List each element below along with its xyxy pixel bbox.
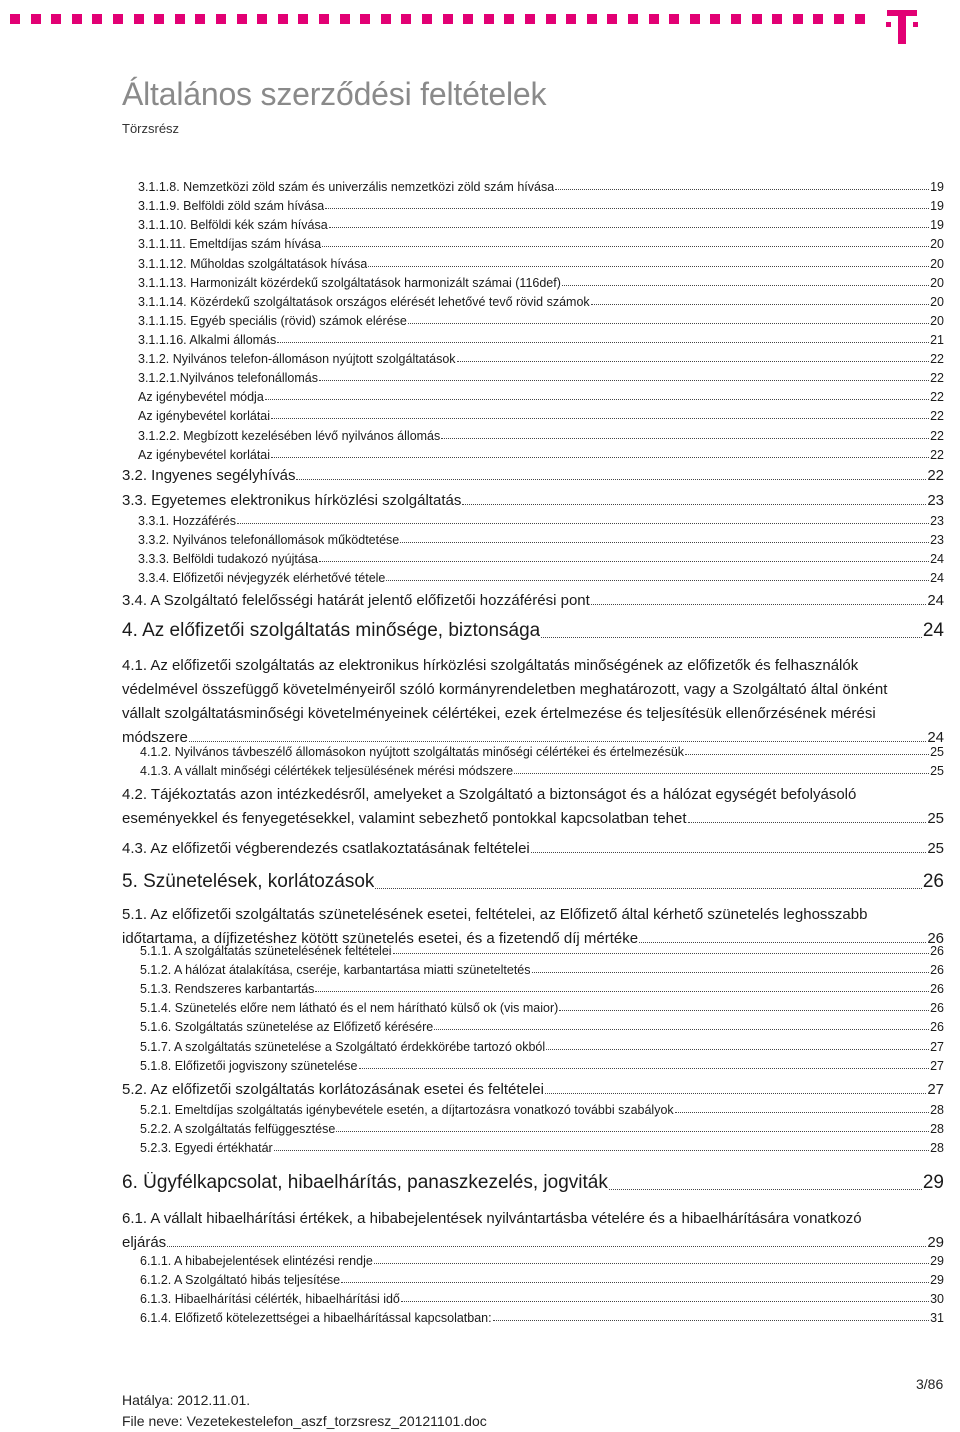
toc-leader-dots (401, 1300, 929, 1302)
toc-entry[interactable] (122, 1081, 944, 1098)
toc-entry[interactable] (138, 533, 944, 547)
toc-entry[interactable] (138, 571, 944, 585)
toc-page-number: 25 (927, 840, 944, 857)
toc-page-number: 29 (927, 1234, 944, 1251)
toc-page-number: 22 (930, 371, 944, 385)
toc-leader-dots (237, 522, 929, 524)
toc-leader-dots (688, 821, 927, 823)
toc-entry-label: 5.1.7. A szolgáltatás szünetelése a Szolgáltató érdekkörébe tartozó okból (140, 1040, 546, 1054)
toc-leader-dots (322, 245, 929, 247)
toc-entry[interactable] (122, 871, 944, 893)
toc-leader-dots (400, 541, 929, 543)
toc-entry[interactable] (140, 745, 944, 759)
toc-entry[interactable] (122, 467, 944, 484)
page-subtitle: Törzsrész (122, 121, 180, 136)
toc-entry[interactable] (138, 276, 944, 290)
toc-entry[interactable] (140, 764, 944, 778)
toc-entry[interactable] (140, 1273, 944, 1287)
toc-leader-dots (359, 1067, 930, 1069)
toc-leader-dots (531, 851, 927, 853)
toc-entry-line: 4.2. Tájékoztatás azon intézkedésről, amelyeket a Szolgáltató a biztonságot és a hálózat egységét befolyásoló (122, 786, 857, 803)
toc-entry[interactable] (140, 1040, 944, 1054)
toc-entry-label: Az igénybevétel módja (138, 390, 264, 404)
toc-page-number: 24 (927, 729, 944, 746)
toc-page-number: 25 (927, 810, 944, 827)
toc-leader-dots (274, 1149, 929, 1151)
toc-page-number: 19 (930, 199, 944, 213)
page-number: 3/86 (916, 1376, 944, 1392)
toc-page-number: 22 (927, 467, 944, 484)
toc-page-number: 20 (930, 257, 944, 271)
toc-entry-label: eljárás (122, 1234, 167, 1251)
toc-entry[interactable] (138, 237, 944, 251)
toc-page-number: 26 (930, 944, 944, 958)
toc-page-number: 29 (930, 1273, 944, 1287)
toc-leader-dots (325, 207, 929, 209)
toc-entry-label: 6.1.2. A Szolgáltató hibás teljesítése (140, 1273, 341, 1287)
toc-entry[interactable] (138, 180, 944, 194)
toc-leader-dots (167, 1245, 926, 1247)
toc-entry-label: 3.1.1.15. Egyéb speciális (rövid) számok elérése (138, 314, 407, 328)
toc-entry[interactable] (140, 963, 944, 977)
toc-leader-dots (319, 560, 929, 562)
toc-page-number: 25 (930, 745, 944, 759)
toc-leader-dots (532, 971, 930, 973)
toc-entry-label: 5.1.1. A szolgáltatás szünetelésének feltételei (140, 944, 392, 958)
toc-entry-label: 3.1.1.13. Harmonizált közérdekű szolgáltatások harmonizált számai (116def) (138, 276, 561, 290)
toc-entry[interactable] (122, 729, 944, 746)
toc-page-number: 28 (930, 1122, 944, 1136)
toc-leader-dots (434, 1028, 929, 1030)
toc-page-number: 27 (927, 1081, 944, 1098)
toc-page-number: 20 (930, 295, 944, 309)
toc-page-number: 26 (930, 963, 944, 977)
toc-page-number: 22 (930, 429, 944, 443)
toc-page-number: 28 (930, 1103, 944, 1117)
toc-leader-dots (393, 952, 930, 954)
toc-entry[interactable] (138, 257, 944, 271)
toc-entry[interactable] (122, 620, 944, 642)
toc-entry-label: 5.1.6. Szolgáltatás szünetelése az Előfizető kérésére (140, 1020, 434, 1034)
toc-entry[interactable] (138, 199, 944, 213)
toc-entry-label: 3.1.1.9. Belföldi zöld szám hívása (138, 199, 325, 213)
toc-page-number: 20 (930, 314, 944, 328)
toc-page-number: 22 (930, 352, 944, 366)
toc-leader-dots (685, 753, 929, 755)
toc-leader-dots (514, 772, 929, 774)
toc-leader-dots (277, 341, 929, 343)
toc-entry-label: 6.1.4. Előfizető kötelezettségei a hibaelhárítással kapcsolatban: (140, 1311, 492, 1325)
toc-entry[interactable] (138, 371, 944, 385)
toc-leader-dots (639, 941, 926, 943)
toc-entry-label: Az igénybevétel korlátai (138, 448, 271, 462)
toc-leader-dots (319, 379, 929, 381)
toc-entry-label: 3.1.2.2. Megbízott kezelésében lévő nyilvános állomás (138, 429, 441, 443)
toc-entry-label: 3.1.1.8. Nemzetközi zöld szám és univerzális nemzetközi zöld szám hívása (138, 180, 555, 194)
toc-leader-dots (591, 303, 929, 305)
toc-entry-label: időtartama, a díjfizetéshez kötött szünetelés esetei, és a fizetendő díj mértéke (122, 930, 639, 947)
toc-page-number: 20 (930, 276, 944, 290)
toc-page-number: 27 (930, 1059, 944, 1073)
toc-entry[interactable] (122, 492, 944, 509)
toc-page-number: 22 (930, 448, 944, 462)
effective-date: Hatálya: 2012.11.01. (122, 1392, 251, 1408)
toc-entry-label: 5. Szünetelések, korlátozások (122, 871, 375, 892)
toc-entry-label: Az igénybevétel korlátai (138, 409, 271, 423)
toc-entry[interactable] (138, 552, 944, 566)
toc-page-number: 26 (930, 1020, 944, 1034)
toc-leader-dots (441, 437, 929, 439)
toc-entry-label: eseményekkel és fenyegetésekkel, valamint sebezhető pontokkal kapcsolatban tehet (122, 810, 687, 827)
toc-entry-label: 3.1.1.14. Közérdekű szolgáltatások országos elérését lehetővé tevő rövid számok (138, 295, 590, 309)
toc-entry-label: 5.1.8. Előfizetői jogviszony szünetelése (140, 1059, 358, 1073)
toc-entry-label: 5.2. Az előfizetői szolgáltatás korlátozásának esetei és feltételei (122, 1081, 544, 1098)
toc-entry-label: 3.1.1.12. Műholdas szolgáltatások hívása (138, 257, 368, 271)
toc-entry[interactable] (140, 1103, 944, 1117)
toc-entry-label: 5.1.2. A hálózat átalakítása, cseréje, karbantartása miatti szüneteltetés (140, 963, 531, 977)
toc-leader-dots (315, 990, 929, 992)
toc-leader-dots (265, 398, 929, 400)
toc-entry[interactable] (140, 1141, 944, 1155)
toc-entry[interactable] (140, 1020, 944, 1034)
toc-entry-label: 3.3.2. Nyilvános telefonállomások működtetése (138, 533, 400, 547)
toc-page-number: 30 (930, 1292, 944, 1306)
toc-entry-label: 5.2.1. Emeltdíjas szolgáltatás igénybevétele esetén, a díjtartozásra vonatkozó további szabályok (140, 1103, 674, 1117)
toc-page-number: 29 (930, 1254, 944, 1268)
toc-entry-label: 5.1.3. Rendszeres karbantartás (140, 982, 315, 996)
toc-leader-dots (386, 579, 929, 581)
toc-entry-line: 6.1. A vállalt hibaelhárítási értékek, a hibabejelentések nyilvántartásba vételére és a hibaelhárítására vonatkozó (122, 1210, 862, 1227)
toc-leader-dots (545, 1092, 926, 1094)
toc-entry-label: 3.3. Egyetemes elektronikus hírközlési szolgáltatás (122, 492, 462, 509)
toc-entry-label: 3.2. Ingyenes segélyhívás (122, 467, 296, 484)
toc-leader-dots (375, 887, 921, 889)
toc-page-number: 19 (930, 180, 944, 194)
toc-entry-label: 4. Az előfizetői szolgáltatás minősége, biztonsága (122, 620, 541, 641)
toc-page-number: 26 (922, 871, 944, 892)
toc-page-number: 25 (930, 764, 944, 778)
toc-entry-label: 3.1.2. Nyilvános telefon-állomáson nyújtott szolgáltatások (138, 352, 456, 366)
toc-entry-label: 3.1.2.1.Nyilvános telefonállomás (138, 371, 318, 385)
toc-entry[interactable] (138, 448, 944, 462)
toc-entry-label: 3.3.1. Hozzáférés (138, 514, 236, 528)
toc-entry[interactable] (138, 295, 944, 309)
toc-entry[interactable] (138, 333, 944, 347)
toc-entry-label: 6.1.1. A hibabejelentések elintézési rendje (140, 1254, 373, 1268)
toc-leader-dots (541, 636, 922, 638)
toc-page-number: 22 (930, 390, 944, 404)
toc-entry-label: 4.1.3. A vállalt minőségi célértékek teljesülésének mérési módszere (140, 764, 514, 778)
toc-leader-dots (546, 1048, 929, 1050)
toc-leader-dots (271, 456, 929, 458)
toc-leader-dots (555, 188, 929, 190)
toc-entry[interactable] (138, 314, 944, 328)
toc-entry-label: 3.4. A Szolgáltató felelősségi határát jelentő előfizetői hozzáférési pont (122, 592, 590, 609)
toc-entry[interactable] (122, 1234, 944, 1251)
toc-entry-label: 4.3. Az előfizetői végberendezés csatlakoztatásának feltételei (122, 840, 530, 857)
toc-entry[interactable] (122, 840, 944, 857)
toc-entry-label: 3.1.1.11. Emeltdíjas szám hívása (138, 237, 322, 251)
toc-page-number: 24 (927, 592, 944, 609)
toc-page-number: 20 (930, 237, 944, 251)
toc-page-number: 23 (930, 533, 944, 547)
toc-leader-dots (609, 1188, 922, 1190)
toc-entry[interactable] (140, 1001, 944, 1015)
toc-page-number: 24 (930, 552, 944, 566)
file-name: File neve: Vezetekestelefon_aszf_torzsresz_20121101.doc (122, 1413, 487, 1429)
toc-entry[interactable] (138, 390, 944, 404)
toc-entry-label: 3.1.1.10. Belföldi kék szám hívása (138, 218, 328, 232)
toc-entry[interactable] (140, 982, 944, 996)
toc-entry-label: 3.3.3. Belföldi tudakozó nyújtása (138, 552, 318, 566)
toc-entry-line: vállalt szolgáltatásminőségi követelményeinek célértékei, ezek értelmezése és teljesítésük ellenőrzésének mérési (122, 705, 876, 722)
toc-leader-dots (189, 740, 926, 742)
toc-entry[interactable] (138, 218, 944, 232)
toc-page-number: 26 (930, 982, 944, 996)
toc-entry-line: védelmével összefüggő követelményeiről szóló kormányrendeletben meghatározott, vagy a Szolgáltató által önként (122, 681, 888, 698)
toc-leader-dots (336, 1130, 929, 1132)
toc-entry[interactable] (140, 1254, 944, 1268)
toc-entry-label: 4.1.2. Nyilvános távbeszélő állomásokon nyújtott szolgáltatás minőségi célértékei és értelmezésük (140, 745, 685, 759)
toc-leader-dots (675, 1111, 929, 1113)
toc-leader-dots (591, 603, 927, 605)
toc-entry-label: 5.2.3. Egyedi értékhatár (140, 1141, 273, 1155)
toc-entry[interactable] (122, 810, 944, 827)
toc-entry-label: 5.2.2. A szolgáltatás felfüggesztése (140, 1122, 336, 1136)
toc-leader-dots (457, 360, 930, 362)
toc-page-number: 24 (922, 620, 944, 641)
toc-entry-label: 6.1.3. Hibaelhárítási célérték, hibaelhárítási idő (140, 1292, 400, 1306)
toc-entry[interactable] (140, 1122, 944, 1136)
toc-leader-dots (559, 1009, 929, 1011)
page-title: Általános szerződési feltételek (122, 76, 547, 112)
toc-entry[interactable] (138, 514, 944, 528)
toc-leader-dots (462, 503, 926, 505)
toc-page-number: 23 (930, 514, 944, 528)
toc-entry[interactable] (138, 429, 944, 443)
toc-entry-label: 6. Ügyfélkapcsolat, hibaelhárítás, panaszkezelés, jogviták (122, 1172, 608, 1193)
toc-entry[interactable] (140, 944, 944, 958)
toc-entry-line: 4.1. Az előfizetői szolgáltatás az elektronikus hírközlési szolgáltatás minőségének az előfizetők és felhasználók (122, 657, 859, 674)
toc-entry[interactable] (138, 409, 944, 423)
toc-leader-dots (408, 322, 929, 324)
toc-page-number: 22 (930, 409, 944, 423)
toc-entry-label: módszere (122, 729, 188, 746)
toc-page-number: 19 (930, 218, 944, 232)
toc-entry[interactable] (122, 592, 944, 609)
toc-page-number: 26 (930, 1001, 944, 1015)
toc-leader-dots (562, 284, 929, 286)
toc-leader-dots (329, 226, 929, 228)
toc-entry[interactable] (138, 352, 944, 366)
toc-entry[interactable] (122, 1172, 944, 1194)
toc-entry-label: 3.3.4. Előfizetői névjegyzék elérhetővé tétele (138, 571, 386, 585)
toc-page-number: 26 (927, 930, 944, 947)
toc-page-number: 21 (930, 333, 944, 347)
toc-entry-line: 5.1. Az előfizetői szolgáltatás szünetelésének esetei, feltételei, az Előfizető által kérhető szünetelés leghosszabb (122, 906, 868, 923)
toc-entry-label: 3.1.1.16. Alkalmi állomás (138, 333, 277, 347)
toc-leader-dots (271, 417, 929, 419)
toc-leader-dots (493, 1319, 929, 1321)
toc-entry-label: 5.1.4. Szünetelés előre nem látható és el nem hárítható külső ok (vis maior) (140, 1001, 559, 1015)
toc-page-number: 31 (930, 1311, 944, 1325)
toc-leader-dots (341, 1281, 929, 1283)
toc-page-number: 23 (927, 492, 944, 509)
toc-page-number: 27 (930, 1040, 944, 1054)
toc-leader-dots (296, 478, 926, 480)
toc-page-number: 28 (930, 1141, 944, 1155)
toc-page-number: 24 (930, 571, 944, 585)
toc-leader-dots (374, 1262, 929, 1264)
toc-page-number: 29 (922, 1172, 944, 1193)
toc-entry[interactable] (140, 1292, 944, 1306)
toc-entry[interactable] (140, 1311, 944, 1325)
toc-leader-dots (368, 265, 929, 267)
toc-entry[interactable] (140, 1059, 944, 1073)
